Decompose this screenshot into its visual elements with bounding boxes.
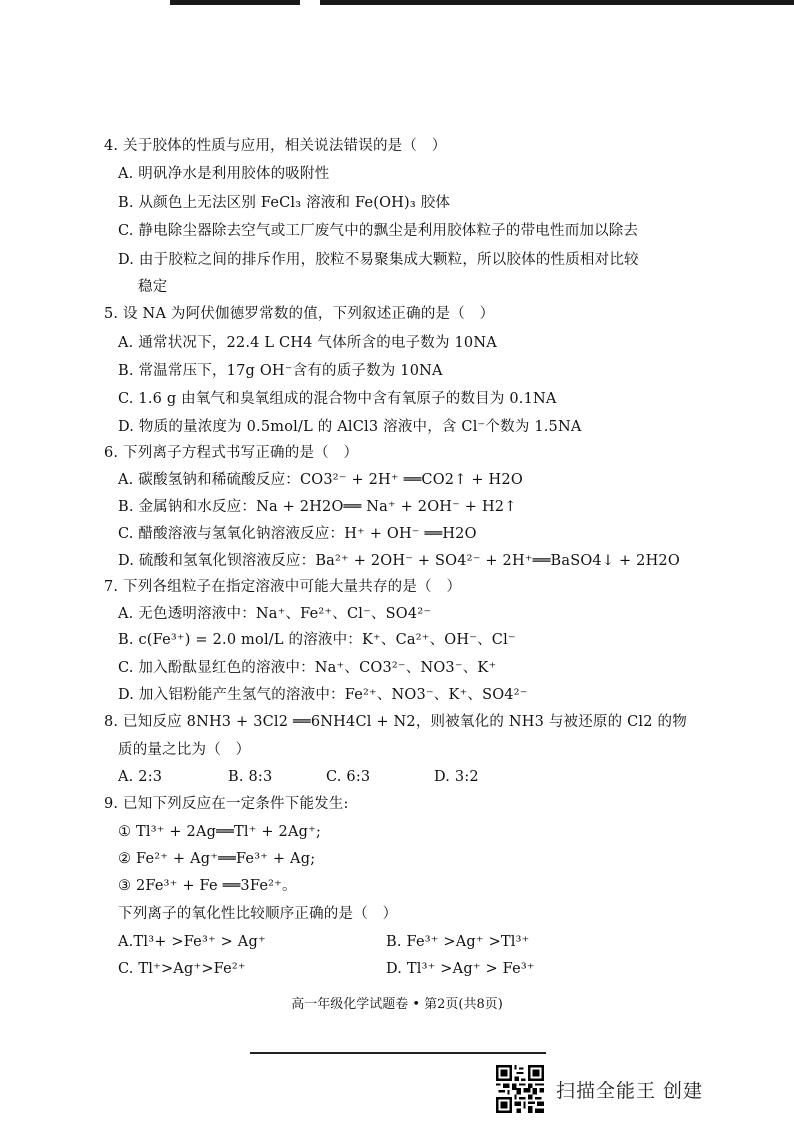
q4-option-d-line2: 稳定 (138, 279, 168, 295)
q4-option-b: B. 从颜色上无法区别 FeCl₃ 溶液和 Fe(OH)₃ 胶体 (118, 195, 451, 211)
q4-stem: 4. 关于胶体的性质与应用，相关说法错误的是（ ） (104, 138, 447, 154)
top-border-right (320, 0, 794, 5)
qr-code-icon (496, 1065, 544, 1113)
q8-option-c: C. 6:3 (326, 769, 371, 785)
bottom-divider (250, 1052, 546, 1054)
q9-reaction-3: ③ 2Fe³⁺ + Fe ══3Fe²⁺。 (118, 878, 297, 894)
q5-option-c: C. 1.6 g 由氧气和臭氧组成的混合物中含有氧原子的数目为 0.1NA (118, 391, 557, 407)
q6-stem: 6. 下列离子方程式书写正确的是（ ） (104, 445, 359, 461)
q5-option-b: B. 常温常压下，17g OH⁻含有的质子数为 10NA (118, 363, 443, 379)
q5-stem: 5. 设 NA 为阿伏伽德罗常数的值，下列叙述正确的是（ ） (104, 306, 495, 322)
q9-reaction-1: ① Tl³⁺ + 2Ag══Tl⁺ + 2Ag⁺; (118, 824, 322, 840)
scanner-watermark: 扫描全能王 创建 (556, 1080, 704, 1102)
q7-option-b: B. c(Fe³⁺) = 2.0 mol/L 的溶液中：K⁺、Ca²⁺、OH⁻、Cl⁻ (118, 632, 516, 648)
q6-option-c: C. 醋酸溶液与氢氧化钠溶液反应：H⁺ + OH⁻ ══H2O (118, 526, 477, 542)
q8-option-d: D. 3:2 (434, 769, 479, 785)
q9-option-a: A.Tl³+ >Fe³⁺ > Ag⁺ (118, 934, 266, 950)
q6-option-b: B. 金属钠和水反应：Na + 2H2O══ Na⁺ + 2OH⁻ + H2↑ (118, 499, 517, 515)
q7-stem: 7. 下列各组粒子在指定溶液中可能大量共存的是（ ） (104, 579, 462, 595)
q6-option-d: D. 硫酸和氢氧化钡溶液反应：Ba²⁺ + 2OH⁻ + SO4²⁻ + 2H⁺══BaSO4↓ + 2H2O (118, 553, 680, 569)
q9-stem: 9. 已知下列反应在一定条件下能发生: (104, 796, 349, 812)
q9-option-d: D. Tl³⁺ >Ag⁺ > Fe³⁺ (386, 961, 535, 977)
q9-option-c: C. Tl⁺>Ag⁺>Fe²⁺ (118, 961, 246, 977)
q4-option-a: A. 明矾净水是利用胶体的吸附性 (118, 166, 330, 182)
q4-option-d-line1: D. 由于胶粒之间的排斥作用，胶粒不易聚集成大颗粒，所以胶体的性质相对比较 (118, 252, 639, 268)
top-border-left (170, 0, 300, 5)
q8-option-a: A. 2:3 (118, 769, 163, 785)
q8-stem-line1: 8. 已知反应 8NH3 + 3Cl2 ══6NH4Cl + N2，则被氧化的 NH3 与被还原的 Cl2 的物 (104, 714, 687, 730)
q4-option-c: C. 静电除尘器除去空气或工厂废气中的飘尘是利用胶体粒子的带电性而加以除去 (118, 223, 639, 239)
q7-option-c: C. 加入酚酞显红色的溶液中：Na⁺、CO3²⁻、NO3⁻、K⁺ (118, 660, 497, 676)
q7-option-a: A. 无色透明溶液中：Na⁺、Fe²⁺、Cl⁻、SO4²⁻ (118, 606, 432, 622)
q6-option-a: A. 碳酸氢钠和稀硫酸反应：CO3²⁻ + 2H⁺ ══CO2↑ + H2O (118, 472, 523, 488)
q9-option-b: B. Fe³⁺ >Ag⁺ >Tl³⁺ (386, 934, 530, 950)
q9-reaction-2: ② Fe²⁺ + Ag⁺══Fe³⁺ + Ag; (118, 851, 316, 867)
q8-option-b: B. 8:3 (228, 769, 273, 785)
page-footer: 高一年级化学试题卷 • 第2页(共8页) (291, 997, 503, 1012)
q5-option-d: D. 物质的量浓度为 0.5mol/L 的 AlCl3 溶液中，含 Cl⁻个数为 1.5NA (118, 419, 582, 435)
q5-option-a: A. 通常状况下，22.4 L CH4 气体所含的电子数为 10NA (118, 335, 497, 351)
q7-option-d: D. 加入铝粉能产生氢气的溶液中：Fe²⁺、NO3⁻、K⁺、SO4²⁻ (118, 687, 528, 703)
q9-ask: 下列离子的氧化性比较顺序正确的是（ ） (118, 906, 398, 922)
q8-stem-line2: 质的量之比为（ ） (118, 742, 251, 758)
